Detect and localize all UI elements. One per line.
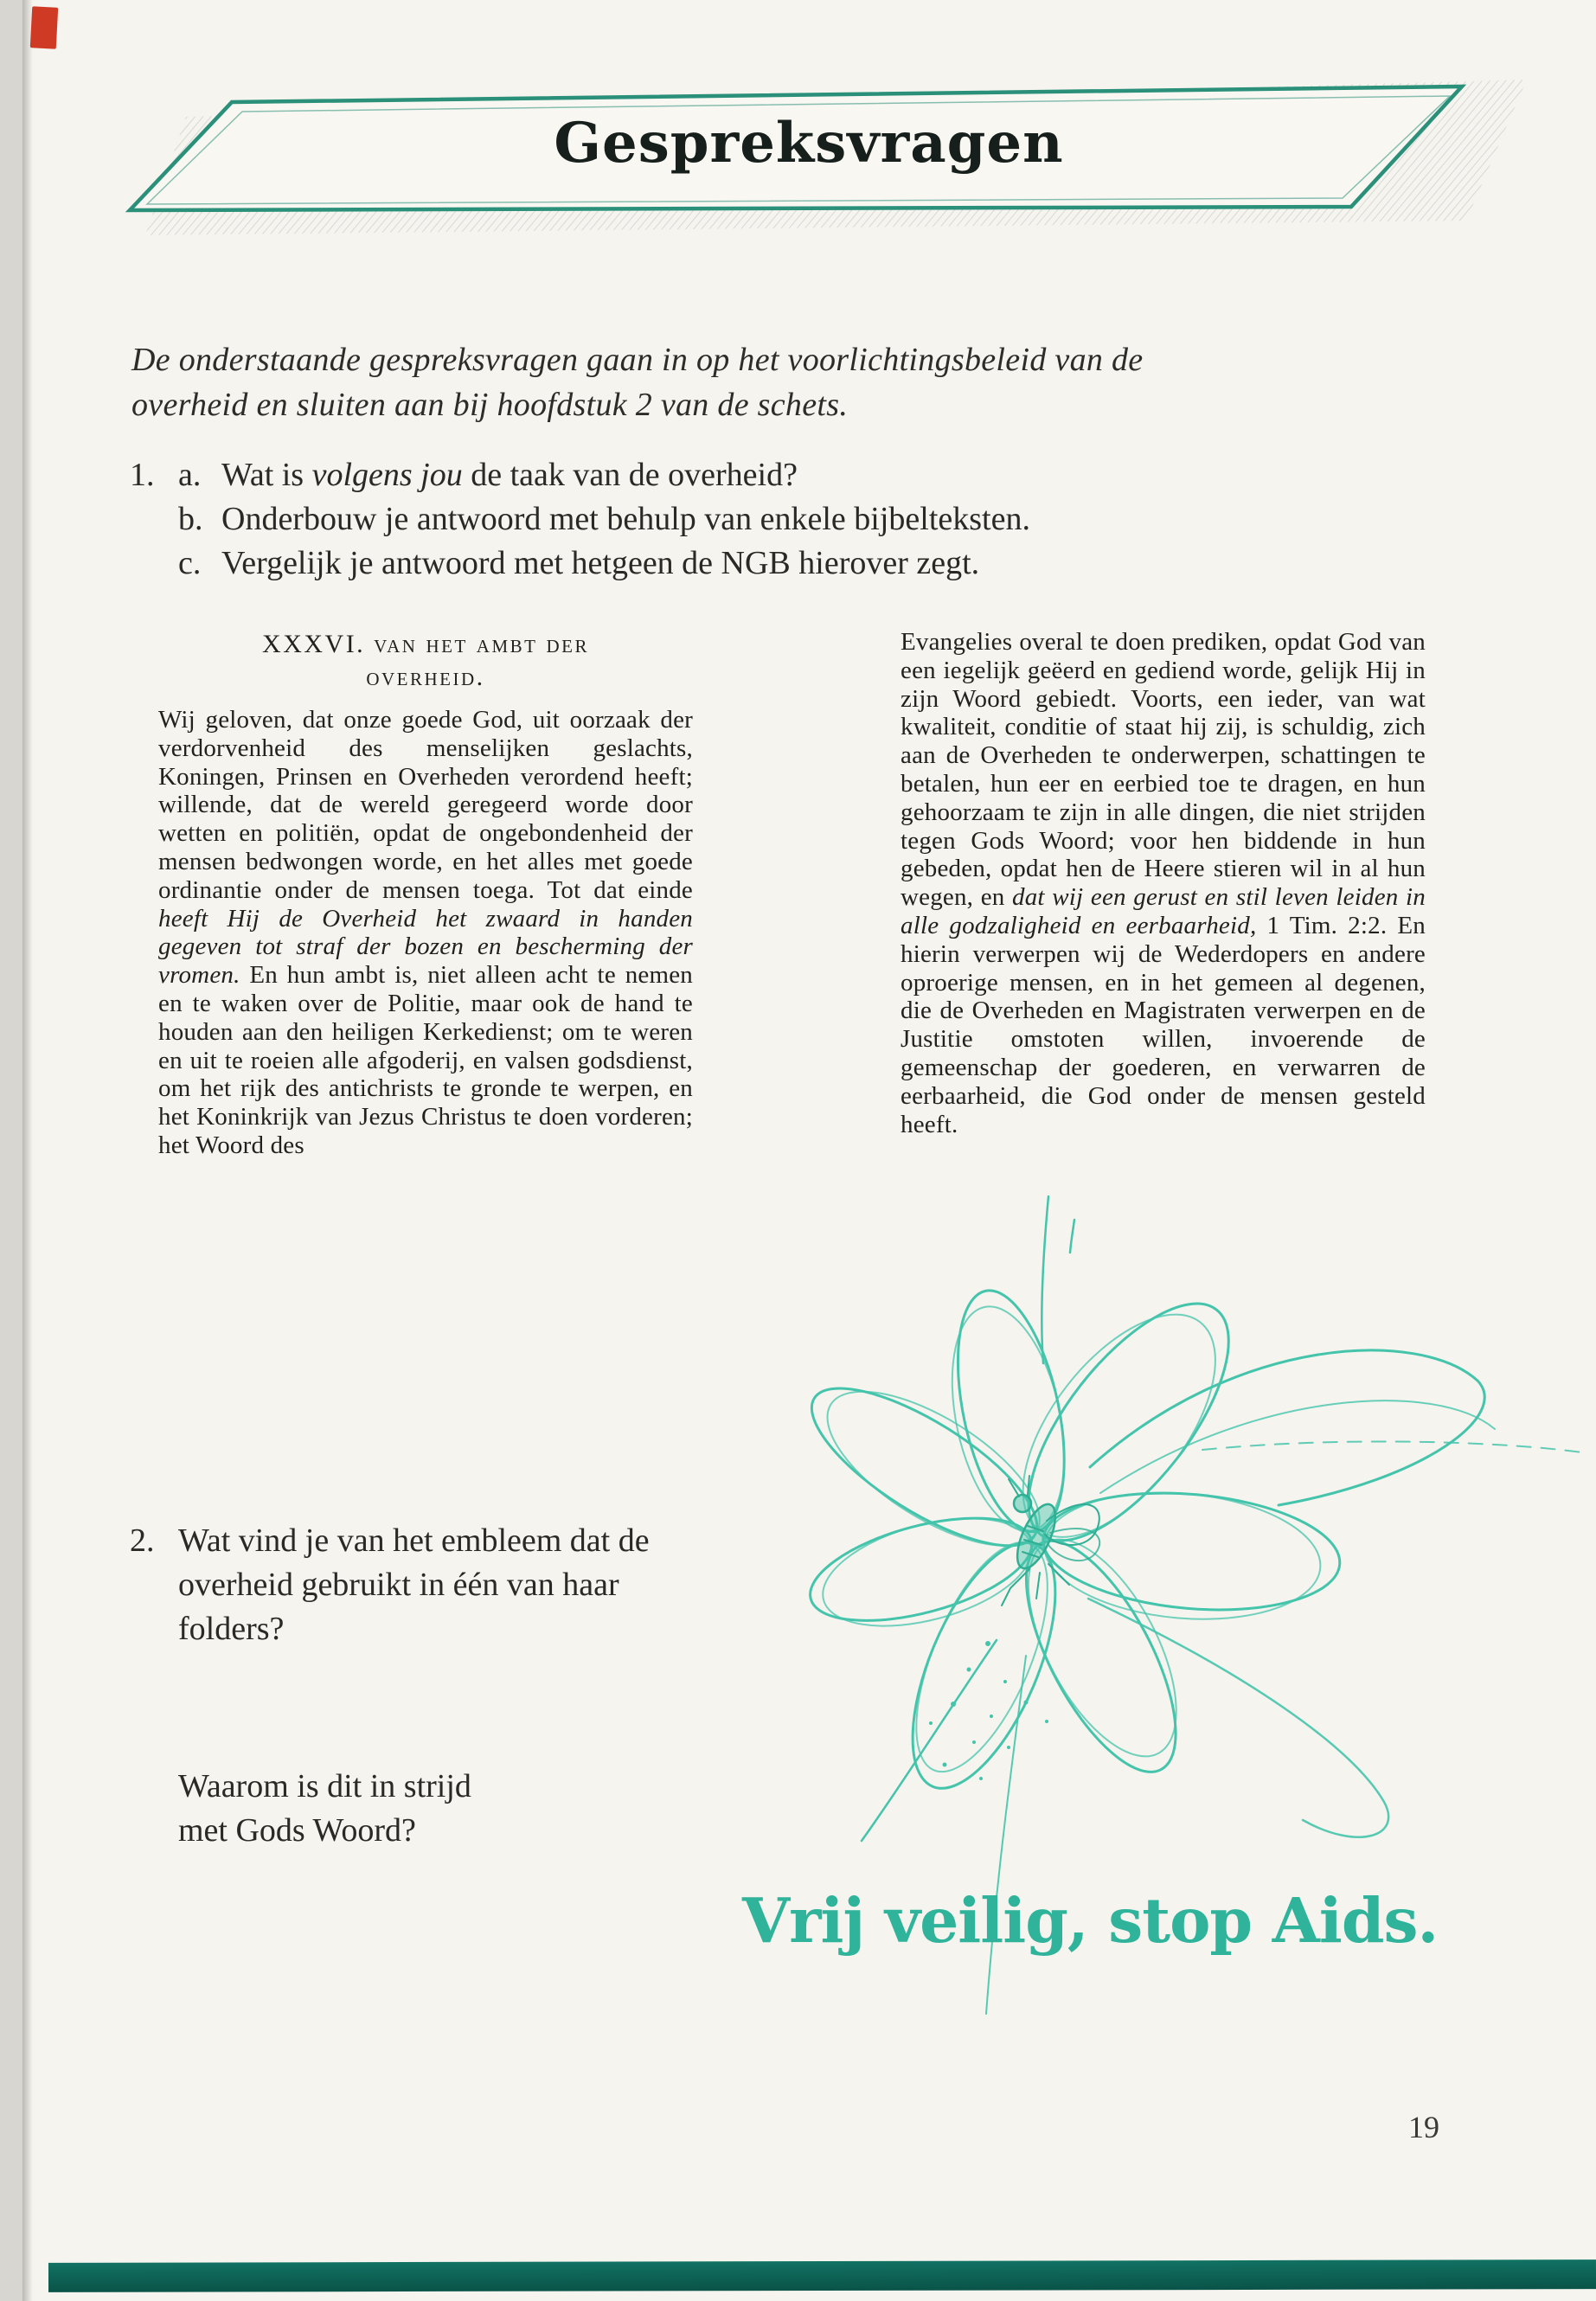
confession-right-text: Evangelies overal te doen prediken, opdat God van een iegelijk geëerd en gediend worde, gelijk Hij in zijn Woord gebiedt. Voorts, een ieder, van wat kwaliteit, conditie of staat hij zij, is schuldig, zich aan de Overheden te onderwerpen, schattingen te betalen, hun eer en eerbied toe te dragen, en hun gehoorzaam te zijn in alle dingen, die niet strijden tegen Gods Woord; voor hen biddende in hun gebeden, opdat hen de Heere stieren wil in al hun wegen, en dat wij een gerust en stil leven leiden in alle godzaligheid en eerbaarheid, 1 Tim. 2:2. En hierin verwerpen wij de Wederdopers en andere oproerige mensen, en in het gemeen al degenen, die de Overheden en Magistraten verwerpen en de Justitie omstoten willen, invoerende de gemeenschap der goederen, en verwarren de eerbaarheid, die God onder de mensen gesteld heeft. xyxy=(901,628,1426,1138)
confession-heading-line-1: XXXVI. van het ambt der xyxy=(262,630,589,658)
question-1-number: 1. xyxy=(130,457,155,493)
page-title: Gespreksvragen xyxy=(554,111,1064,176)
question-2-line-2: overheid gebruikt in één van haar xyxy=(178,1567,619,1603)
confession-right-column xyxy=(901,628,1426,1160)
confession-left-column xyxy=(158,628,693,1160)
question-1-text-c: Vergelijk je antwoord met hetgeen de NGB hierover zegt. xyxy=(221,545,980,581)
question-1-text-a: Wat is volgens jou de taak van de overheid? xyxy=(221,457,798,493)
intro-line-2: overheid en sluiten aan bij hoofdstuk 2 van de schets. xyxy=(131,387,849,423)
confession-left-text: Wij geloven, dat onze goede God, uit oorzaak der verdorvenheid des menselijken geslachts, Koningen, Prinsen en Overheden verordend heeft; willende, dat de wereld geregeerd worde door wetten en politiën, opdat de ongebondenheid der mensen bedwongen worde, en het alles met goede ordinantie onder de mensen toega. Tot dat einde heeft Hij de Overheid het zwaard in handen gegeven tot straf der bozen en bescherming der vromen. En hun ambt is, niet alleen acht te nemen en te waken over de Politie, maar ook de hand te houden aan den heiligen Kerkedienst; om te weren en uit te roeien alle afgoderij, en valsen godsdienst, om het rijk des antichrists te gronde te werpen, en het Koninkrijk van Jezus Christus te doen vorderen; het Woord des xyxy=(158,706,693,1159)
question-1-item-b xyxy=(130,497,1030,542)
aids-campaign-slogan: Vrij veilig, stop Aids. xyxy=(742,1884,1439,1957)
followup-line-1: Waarom is dit in strijd xyxy=(178,1768,471,1804)
question-2-followup xyxy=(178,1765,471,1853)
question-1-letter-b: b. xyxy=(178,501,203,537)
question-2-line-3: folders? xyxy=(178,1611,285,1647)
question-2 xyxy=(130,1519,650,1651)
question-2-line-1: 2. Wat vind je van het embleem dat de xyxy=(130,1519,650,1563)
question-1-letter-a: a. xyxy=(178,457,202,493)
question-1-text-b: Onderbouw je antwoord met behulp van enkele bijbelteksten. xyxy=(221,501,1030,537)
page-number: 19 xyxy=(1408,2110,1439,2144)
confession-heading xyxy=(158,628,693,694)
question-1-item-a xyxy=(130,453,1030,497)
followup-line-2: met Gods Woord? xyxy=(178,1812,416,1849)
question-1-item-c xyxy=(130,542,1030,586)
question-1-letter-c: c. xyxy=(178,545,202,581)
intro-paragraph xyxy=(131,337,1143,427)
confession-heading-line-2: overheid. xyxy=(366,663,485,691)
next-page-edge-bar xyxy=(48,2259,1596,2292)
question-1 xyxy=(130,453,1030,586)
intro-line-1: De onderstaande gespreksvragen gaan in op het voorlichtingsbeleid van de xyxy=(131,342,1144,378)
question-2-number: 2. xyxy=(130,1522,155,1559)
confession-article-36 xyxy=(158,628,1426,1160)
